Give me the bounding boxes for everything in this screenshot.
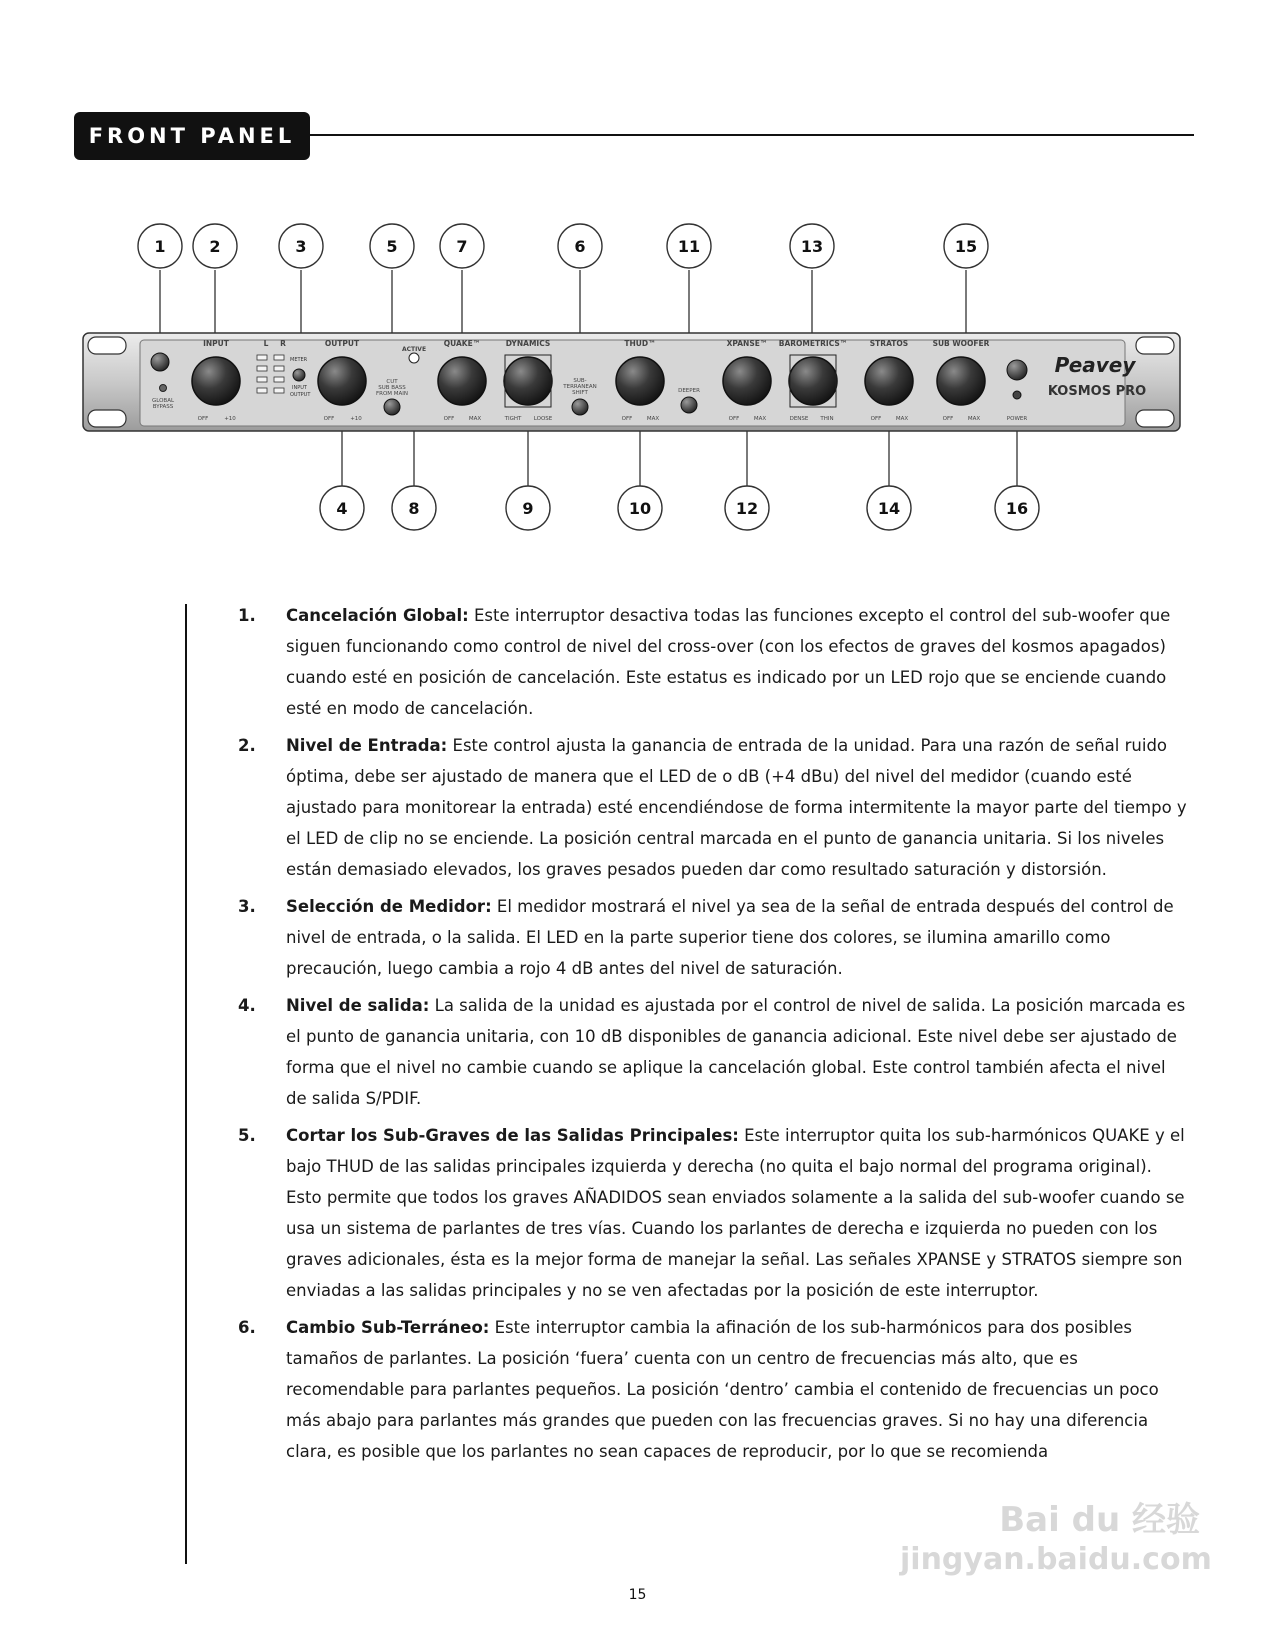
rack-ear-slot bbox=[1136, 337, 1174, 354]
label-l: L bbox=[263, 339, 269, 348]
label-meter-input: INPUT bbox=[292, 385, 307, 391]
range-label: +10 bbox=[350, 416, 362, 422]
active-led bbox=[409, 353, 419, 363]
meter-select-button[interactable] bbox=[293, 369, 305, 381]
range-label: THIN bbox=[820, 416, 834, 422]
left-margin-rule bbox=[185, 604, 187, 1564]
callout-label: 12 bbox=[735, 499, 759, 518]
callout-label: 3 bbox=[295, 237, 307, 256]
list-item bbox=[232, 891, 1190, 984]
item-number: 6. bbox=[238, 1318, 256, 1337]
callout-label: 2 bbox=[209, 237, 221, 256]
list-item bbox=[232, 1312, 1190, 1467]
label-active: ACTIVE bbox=[401, 346, 427, 353]
label-subterranean-3: SHIFT bbox=[572, 390, 588, 396]
list-item bbox=[232, 600, 1190, 724]
dynamics-knob[interactable] bbox=[504, 357, 552, 405]
callout-label: 4 bbox=[336, 499, 348, 518]
section-title: FRONT PANEL bbox=[74, 112, 310, 160]
model-name: KOSMOS PRO bbox=[1047, 384, 1147, 399]
label-global-bypass: GLOBAL bbox=[151, 398, 175, 404]
item-text: Este interruptor desactiva todas las funciones excepto el control del sub-woofer que siguen funcionando como control de nivel del cross-over (con los efectos de graves del kosmos apagados) cuando esté en posición de cancelación. Este estatus es indicado por un LED rojo que se enciende cuando esté en modo de cancelación. bbox=[286, 606, 1171, 718]
label-power: POWER bbox=[1006, 416, 1028, 422]
rack-ear-slot bbox=[88, 410, 126, 427]
description-list bbox=[232, 600, 1190, 1473]
item-title: Nivel de salida: bbox=[286, 996, 430, 1015]
callout-label: 13 bbox=[800, 237, 824, 256]
range-label: MAX bbox=[646, 416, 660, 422]
range-label: MAX bbox=[753, 416, 767, 422]
range-label: OFF bbox=[621, 416, 633, 422]
item-text: El medidor mostrará el nivel ya sea de la señal de entrada después del control de nivel de entrada, o la salida. El LED en la parte superior tiene dos colores, se ilumina amarillo como precaución, luego cambia a rojo 4 dB antes del nivel de saturación. bbox=[286, 897, 1174, 978]
item-number: 4. bbox=[238, 996, 256, 1015]
item-number: 1. bbox=[238, 606, 256, 625]
item-number: 5. bbox=[238, 1126, 256, 1145]
power-led bbox=[1013, 391, 1021, 399]
callout-label: 9 bbox=[522, 499, 534, 518]
output-knob[interactable] bbox=[318, 357, 366, 405]
global-bypass-button[interactable] bbox=[151, 353, 169, 371]
callout-label: 7 bbox=[456, 237, 468, 256]
label-meter-output: OUTPUT bbox=[290, 392, 311, 398]
watermark-brand: Bai du 经验 bbox=[999, 1500, 1200, 1540]
cut-sub-bass-switch[interactable] bbox=[384, 399, 400, 415]
item-text: La salida de la unidad es ajustada por el control de nivel de salida. La posición marcada es el punto de ganancia unitaria, con 10 dB disponibles de ganancia adicional. Este nivel debe ser ajustado de forma que el nivel no cambie cuando se aplique la cancelación global. Este control también afecta el nivel de salida S/PDIF. bbox=[286, 996, 1186, 1108]
item-title: Cancelación Global: bbox=[286, 606, 469, 625]
item-title: Cambio Sub-Terráneo: bbox=[286, 1318, 490, 1337]
label-global-bypass-2: BYPASS bbox=[152, 404, 174, 410]
range-label: OFF bbox=[197, 416, 209, 422]
barometrics-knob[interactable] bbox=[789, 357, 837, 405]
item-text: Este interruptor cambia la afinación de los sub-harmónicos para dos posibles tamaños de parlantes. La posición ‘fuera’ cuenta con un centro de frecuencias más alto, que es recomendable para parlantes pequeños. La posición ‘dentro’ cambia el contenido de frecuencias un poco más abajo para parlantes más grandes que pueden con las frecuencias graves. Si no hay una diferencia clara, es posible que los parlantes no sean capaces de reproducir, por lo que se recomienda bbox=[286, 1318, 1159, 1461]
page-number: 15 bbox=[628, 1587, 647, 1603]
label-meter: METER bbox=[290, 357, 308, 363]
callout-label: 15 bbox=[954, 237, 978, 256]
callout-label: 1 bbox=[154, 237, 166, 256]
watermark bbox=[900, 1500, 1212, 1590]
deeper-switch[interactable] bbox=[681, 397, 697, 413]
label-r: R bbox=[280, 339, 286, 348]
label-cut-sub: CUT bbox=[386, 379, 398, 385]
range-label: +10 bbox=[224, 416, 236, 422]
subterranean-shift-switch[interactable] bbox=[572, 399, 588, 415]
label-thud: THUD™ bbox=[624, 339, 656, 348]
stratos-knob[interactable] bbox=[865, 357, 913, 405]
range-label: OFF bbox=[443, 416, 455, 422]
item-title: Cortar los Sub-Graves de las Salidas Principales: bbox=[286, 1126, 739, 1145]
callout-label: 5 bbox=[386, 237, 398, 256]
label-cut-sub-2: SUB BASS bbox=[378, 385, 406, 391]
front-panel-diagram bbox=[0, 0, 1275, 560]
list-item bbox=[232, 730, 1190, 885]
range-label: OFF bbox=[942, 416, 954, 422]
label-deeper: DEEPER bbox=[678, 388, 700, 394]
label-subterranean-2: TERRANEAN bbox=[563, 384, 597, 390]
item-text: Este control ajusta la ganancia de entrada de la unidad. Para una razón de señal ruido óptima, debe ser ajustado de manera que el LED de o dB (+4 dBu) del nivel del medidor (cuando esté ajustado para monitorear la entrada) esté encendiéndose de forma intermitente la mayor parte del tiempo y el LED de clip no se enciende. La posición central marcada en el punto de ganancia unitaria. Si los niveles están demasiado elevados, los graves pesados pueden dar como resultado saturación y distorsión. bbox=[286, 736, 1187, 879]
label-barometrics: BAROMETRICS™ bbox=[778, 339, 848, 348]
item-number: 2. bbox=[238, 736, 256, 755]
callout-label: 8 bbox=[408, 499, 420, 518]
label-subterranean: SUB- bbox=[573, 378, 587, 384]
brand-logo: Peavey bbox=[1054, 353, 1136, 377]
callout-label: 11 bbox=[677, 237, 701, 256]
range-label: MAX bbox=[895, 416, 909, 422]
label-input: INPUT bbox=[203, 339, 229, 348]
thud-knob[interactable] bbox=[616, 357, 664, 405]
power-switch[interactable] bbox=[1007, 360, 1027, 380]
xpanse-knob[interactable] bbox=[723, 357, 771, 405]
rack-ear-slot bbox=[1136, 410, 1174, 427]
item-title: Selección de Medidor: bbox=[286, 897, 492, 916]
label-stratos: STRATOS bbox=[869, 339, 909, 348]
rack-ear-slot bbox=[88, 337, 126, 354]
label-xpanse: XPANSE™ bbox=[726, 339, 768, 348]
quake-knob[interactable] bbox=[438, 357, 486, 405]
callout-label: 14 bbox=[877, 499, 901, 518]
range-label: OFF bbox=[870, 416, 882, 422]
list-item bbox=[232, 1120, 1190, 1306]
range-label: MAX bbox=[468, 416, 482, 422]
label-subwoofer: SUB WOOFER bbox=[932, 339, 990, 348]
bypass-led bbox=[160, 385, 167, 392]
range-label: MAX bbox=[967, 416, 981, 422]
range-label: OFF bbox=[728, 416, 740, 422]
label-cut-sub-3: FROM MAIN bbox=[375, 391, 409, 397]
label-dynamics: DYNAMICS bbox=[505, 339, 551, 348]
item-text: Este interruptor quita los sub-harmónicos QUAKE y el bajo THUD de las salidas principales izquierda y derecha (no quita el bajo normal del programa original). Esto permite que todos los graves AÑADIDOS sean enviados solamente a la salida del sub-woofer cuando se usa un sistema de parlantes de tres vías. Cuando los parlantes de derecha e izquierda no pueden con los graves adicionales, ésta es la mejor forma de manejar la señal. Las señales XPANSE y STRATOS siempre son enviadas a las salidas principales y no se ven afectadas por la posición de este interruptor. bbox=[286, 1126, 1185, 1300]
watermark-url: jingyan.baidu.com bbox=[900, 1542, 1212, 1577]
range-label: DENSE bbox=[789, 416, 809, 422]
range-label: LOOSE bbox=[533, 416, 553, 422]
range-label: TIGHT bbox=[504, 416, 522, 422]
label-quake: QUAKE™ bbox=[443, 339, 481, 348]
subwoofer-knob[interactable] bbox=[937, 357, 985, 405]
callout-label: 10 bbox=[628, 499, 652, 518]
item-title: Nivel de Entrada: bbox=[286, 736, 448, 755]
range-label: OFF bbox=[323, 416, 335, 422]
input-knob[interactable] bbox=[192, 357, 240, 405]
label-output: OUTPUT bbox=[324, 339, 360, 348]
callout-label: 6 bbox=[574, 237, 586, 256]
list-item bbox=[232, 990, 1190, 1114]
callout-label: 16 bbox=[1005, 499, 1029, 518]
item-number: 3. bbox=[238, 897, 256, 916]
